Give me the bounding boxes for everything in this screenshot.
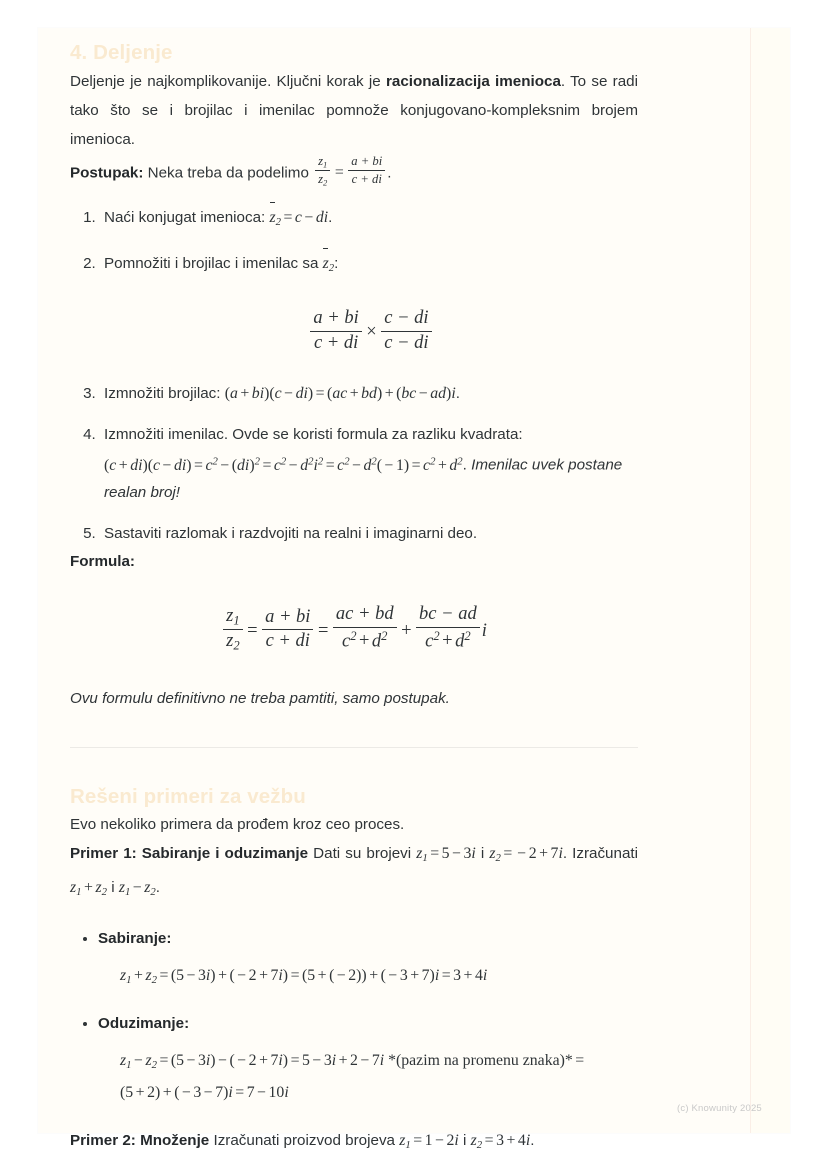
primer-1-math-z1: $z_1 = 5 - 3i$: [416, 845, 476, 865]
step-4-text: Izmnožiti imenilac. Ovde se koristi formula za razliku kvadrata:: [104, 426, 523, 444]
primer-2-join: i: [458, 1132, 471, 1150]
bullet-oduzimanje-equation: $z_1 - z_2 = (5 - 3i)$ − ( − 2 + 7i) = 5 − 3i + 2 − 7i *(pazim na promenu znaka)* = (5 + 2) + ( − 3 − 7)i = 7 − 10i: [120, 1052, 585, 1102]
paragraph-primer-1: [70, 839, 638, 907]
bullet-sabiranje-label: Sabiranje:: [98, 930, 172, 948]
step-2-display-equation: $\frac{a + bi}{c + di}$ × $\frac{c - di}{c - di}$: [104, 308, 638, 355]
step-1-math: $z_2 = c$ − di: [269, 209, 328, 226]
primer-2-math-z1: $z_1 = 1 - 2i$: [399, 1132, 459, 1152]
section-heading-primeri: Rešeni primeri za vežbu: [70, 784, 306, 808]
primer-2-text: Izračunati proizvod brojeva: [209, 1132, 400, 1150]
bullet-oduzimanje-label: Oduzimanje:: [98, 1015, 190, 1033]
step-2-tail: :: [334, 254, 339, 272]
paragraph-postupak: [70, 154, 638, 188]
primer-2-end: .: [530, 1132, 535, 1150]
step-4-italic-note: Imenilac uvek postane realan broj!: [104, 456, 623, 501]
step-item-4: [100, 421, 638, 506]
paragraph-formula-label: [70, 547, 638, 576]
step-4-math: $(c + di)(c - di) = c^2 - (di)^2 = c^2 - d^2i^2 = c^2 - d^2( - 1) = c^2 + d^2$: [104, 455, 463, 474]
intro-text-before: Deljenje je najkomplikovanije. Ključni korak je: [70, 72, 386, 90]
primer-1-label: Primer 1: Sabiranje i oduzimanje: [70, 845, 309, 863]
step-3-tail: .: [455, 385, 460, 403]
step-1-tail: .: [328, 208, 333, 226]
primer-2-math-z2: $z_2 = 3 + 4i$: [470, 1132, 531, 1152]
step-item-2: [100, 250, 638, 355]
primer-2-label: Primer 2: Množenje: [70, 1132, 210, 1150]
step-3-math: (a + bi)(c − di) = (ac + bd) + (bc − ad)i: [224, 385, 456, 403]
page-right-edge-rule: [750, 28, 751, 1133]
bullet-oduzimanje: [98, 1010, 638, 1106]
bullet-sabiranje: [98, 925, 638, 994]
step-2-text: Pomnožiti i brojilac i imenilac sa: [104, 254, 323, 272]
procedure-step-list: [70, 204, 638, 547]
document-content: [70, 28, 638, 1160]
times-operator: ×: [366, 321, 377, 342]
primer-1-tail: . Izračunati: [562, 845, 638, 863]
postupak-inline-math: $\frac{z_1}{z_2}$ = $\frac{a + bi}{c + di}$: [313, 164, 387, 181]
postupak-label: Postupak:: [70, 164, 144, 182]
step-item-1: [100, 204, 638, 236]
paragraph-primeri-intro: Evo nekoliko primera da prođem kroz ceo proces.: [70, 816, 405, 834]
step-4-tail: .: [462, 456, 472, 474]
formula-display-equation: $\frac{z_1}{z_2}$ = $\frac{a + bi}{c + di}$ = $\frac{ac + bd}{c^2 + d^2}$ + $\frac{bc - ad}{c^2 + d^2}$ i: [70, 604, 638, 654]
primer-1-math-sum: $z_1 + z_2$: [70, 879, 107, 899]
step-3-text: Izmnožiti brojilac:: [104, 385, 225, 403]
paragraph-formula-note: [70, 684, 638, 713]
postupak-text-after: .: [387, 164, 392, 182]
primer-1-math-z2: $z_2$ = − 2 + 7i: [489, 845, 563, 865]
copyright-watermark: (c) Knowunity 2025: [677, 1103, 762, 1114]
step-1-text: Naći konjugat imenioca:: [104, 208, 270, 226]
primer-1-text: Dati su brojevi: [308, 845, 417, 863]
formula-label: Formula:: [70, 552, 135, 570]
intro-text-after: . To se radi tako što se i brojilac i imenilac pomnože konjugovano-kompleksnim brojem imenioca.: [70, 72, 638, 148]
postupak-text-before: Neka treba da podelimo: [143, 164, 314, 182]
primer-1-join: i: [475, 845, 490, 863]
step-5-text: Sastaviti razlomak i razdvojiti na realni i imaginarni deo.: [104, 524, 478, 542]
paragraph-primer-2: [70, 1126, 638, 1160]
bullet-sabiranje-equation: $z_1 + z_2 = (5 - 3i)$ + ( − 2 + 7i) = (5 + ( − 2)) + ( − 3 + 7)i = 3 + 4i: [120, 967, 488, 987]
primer-1-end: .: [155, 879, 161, 897]
paragraph-deljenje-intro: [70, 67, 638, 154]
page-right-margin-band: [751, 28, 790, 1133]
intro-bold-racionalizacija: racionalizacija imenioca: [385, 72, 561, 90]
primer-1-math-diff: $z_1 - z_2$: [118, 879, 156, 899]
step-2-math: $z_2$: [323, 255, 335, 272]
step-item-3: [100, 380, 638, 407]
formula-note-italic: Ovu formulu definitivno ne treba pamtiti, samo postupak.: [70, 689, 450, 707]
primer-1-join-2: i: [106, 879, 119, 897]
section-heading-deljenje: 4. Deljenje: [70, 41, 173, 64]
step-item-5: [100, 520, 638, 547]
primer-1-bullet-list: [70, 925, 638, 1106]
